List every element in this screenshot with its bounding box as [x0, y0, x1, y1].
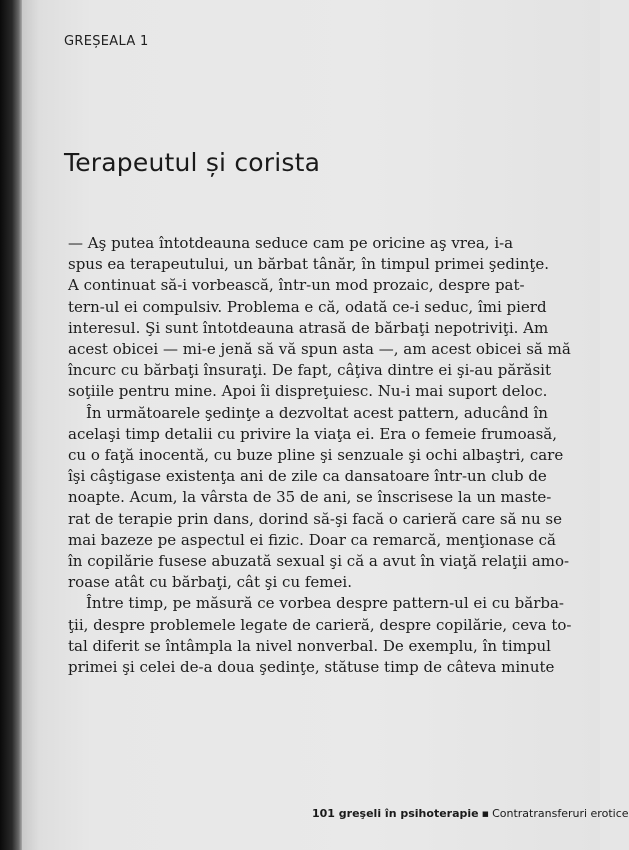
- text-line: cu o faţă inocentă, cu buze pline şi senzuale şi ochi albaştri, care: [68, 446, 564, 465]
- text-line: A continuat să-i vorbească, într-un mod prozaic, despre pat-: [68, 276, 525, 295]
- text-line: ţii, despre problemele legate de carieră, despre copilărie, ceva to-: [68, 615, 572, 634]
- text-line: tal diferit se întâmpla la nivel nonverbal. De exemplu, în timpul: [68, 636, 551, 655]
- text-line: interesul. Şi sunt întotdeauna atrasă de bărbaţi nepotriviţi. Am: [68, 318, 549, 337]
- text-line: încurc cu bărbaţi însuraţi. De fapt, câţiva dintre ei şi-au părăsit: [68, 361, 551, 380]
- text-line: — Aş putea întotdeauna seduce cam pe oricine aş vrea, i-a: [68, 234, 514, 252]
- paragraph: [68, 233, 588, 403]
- text-line: în copilărie fusese abuzată sexual şi că a avut în viaţă relaţii amo-: [68, 552, 570, 571]
- text-line: mai bazeze pe aspectul ei fizic. Doar ca remarcă, menţionase că: [68, 530, 556, 549]
- text-line: În următoarele şedinţe a dezvoltat acest pattern, aducând în: [86, 403, 548, 422]
- footer-book-title: 101 greşeli în psihoterapie: [312, 807, 479, 820]
- footer-separator: ▪: [481, 807, 490, 820]
- text-line: soţiile pentru mine. Apoi îi dispreţuiesc. Nu-i mai suport deloc.: [68, 382, 548, 401]
- page-title: Terapeutul și corista: [64, 148, 321, 177]
- text-line: noapte. Acum, la vârsta de 35 de ani, se înscrisese la un maste-: [68, 488, 552, 507]
- text-line: roase atât cu bărbaţi, cât şi cu femei.: [68, 573, 352, 592]
- paragraph: [68, 593, 588, 678]
- book-binding-shadow: [0, 0, 22, 850]
- chapter-label: GREȘEALA 1: [64, 34, 149, 49]
- paragraph: [68, 403, 588, 594]
- text-line: rat de terapie prin dans, dorind să-şi facă o carieră care să nu se: [68, 509, 562, 528]
- text-line: spus ea terapeutului, un bărbat tânăr, în timpul primei şedinţe.: [68, 255, 550, 274]
- text-line: primei şi celei de-a doua şedinţe, stătuse timp de câteva minute: [68, 658, 555, 677]
- body-text: [68, 233, 588, 678]
- running-footer: [312, 807, 629, 820]
- text-line: îşi câştigase existenţa ani de zile ca dansatoare într-un club de: [68, 467, 547, 486]
- footer-section-title: Contratransferuri erotice: [492, 807, 629, 820]
- text-line: Între timp, pe măsură ce vorbea despre pattern-ul ei cu bărba-: [86, 594, 564, 613]
- text-line: tern-ul ei compulsiv. Problema e că, odată ce-i seduc, îmi pierd: [68, 297, 547, 316]
- text-line: acelaşi timp detalii cu privire la viaţa ei. Era o femeie frumoasă,: [68, 424, 558, 443]
- text-line: acest obicei — mi-e jenă să vă spun asta —, am acest obicei să mă: [68, 340, 571, 359]
